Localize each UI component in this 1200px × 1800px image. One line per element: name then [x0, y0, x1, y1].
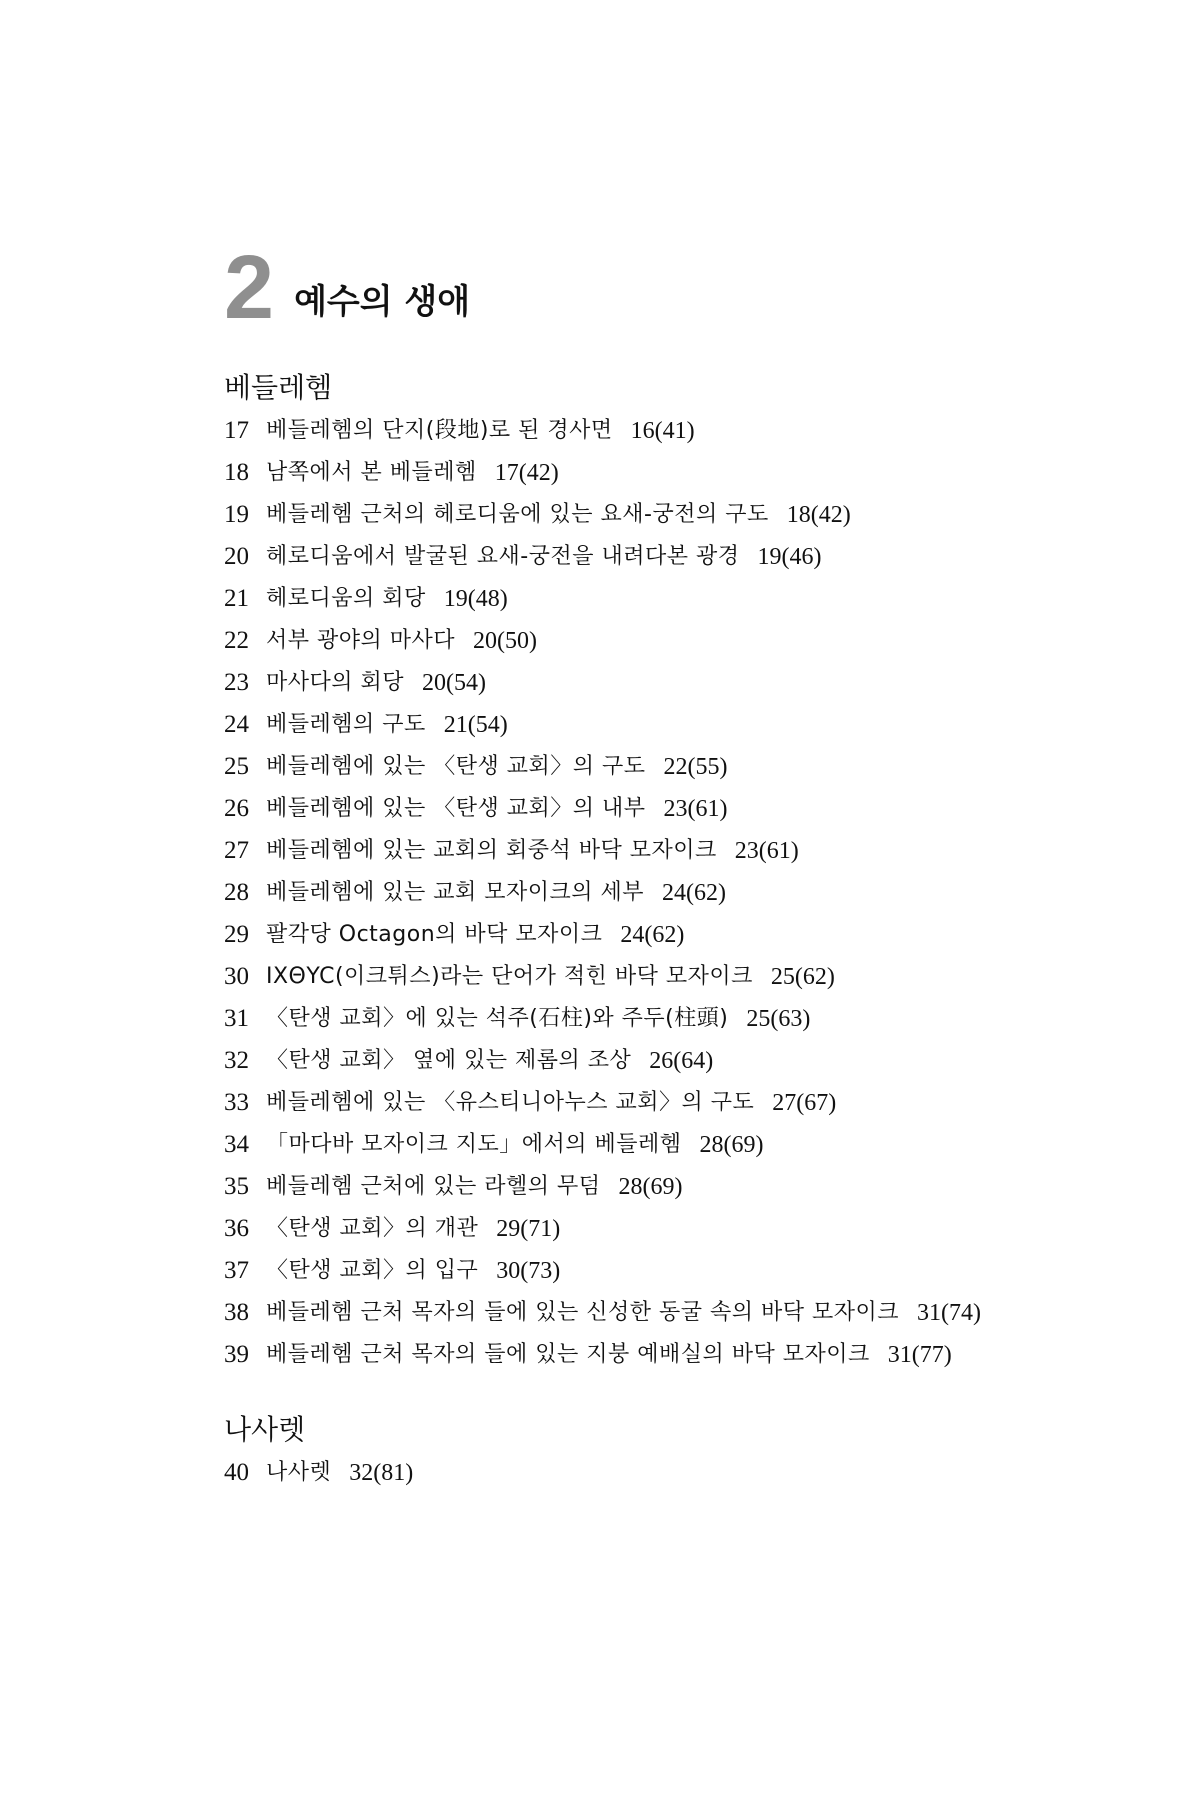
list-item [224, 788, 981, 830]
entry-page-ref: 32(81) [349, 1460, 414, 1486]
entry-page-ref: 22(55) [663, 754, 728, 780]
list-item [224, 536, 981, 578]
entry-page-ref: 19(46) [757, 544, 822, 570]
entry-page-ref: 19(48) [443, 586, 508, 612]
entry-number: 23 [224, 669, 249, 696]
entry-number: 25 [224, 753, 249, 780]
entry-number: 26 [224, 795, 249, 822]
section-bethlehem [224, 368, 981, 1376]
entry-page-ref: 28(69) [618, 1174, 683, 1200]
chapter-number: 2 [224, 238, 273, 338]
entry-title: 남쪽에서 본 베들레헴 [266, 460, 477, 485]
entry-page-ref: 31(74) [917, 1300, 981, 1326]
entry-page-ref: 25(63) [746, 1006, 811, 1032]
entry-number: 18 [224, 459, 249, 486]
entry-page-ref: 29(71) [496, 1216, 561, 1242]
entry-page-ref: 24(62) [620, 922, 685, 948]
entry-number: 32 [224, 1047, 249, 1074]
entry-page-ref: 21(54) [443, 712, 508, 738]
entry-page-ref: 30(73) [496, 1258, 561, 1284]
entry-page-ref: 20(54) [422, 670, 486, 696]
list-item [224, 1250, 981, 1292]
entry-number: 22 [224, 627, 249, 654]
list-item [224, 1166, 981, 1208]
list-item [224, 746, 981, 788]
list-item [224, 1208, 981, 1250]
entry-page-ref: 31(77) [887, 1342, 952, 1368]
entry-number: 35 [224, 1173, 249, 1200]
entry-page-ref: 25(62) [770, 964, 835, 990]
entry-title: 헤로디움의 회당 [266, 586, 426, 611]
entry-title: 「마다바 모자이크 지도」에서의 베들레헴 [266, 1132, 682, 1157]
entry-number: 40 [224, 1459, 249, 1486]
entry-title: 헤로디움에서 발굴된 요새-궁전을 내려다본 광경 [266, 544, 740, 569]
list-item [224, 956, 981, 998]
list-item [224, 452, 981, 494]
entry-number: 24 [224, 711, 249, 738]
entry-list [224, 1452, 413, 1494]
entry-title: 서부 광야의 마사다 [266, 628, 456, 653]
list-item [224, 410, 981, 452]
entry-title: 베들레헴 근처 목자의 들에 있는 지붕 예배실의 바닥 모자이크 [266, 1342, 870, 1367]
entry-number: 30 [224, 963, 249, 990]
entry-title: 마사다의 회당 [266, 670, 405, 695]
section-nazareth [224, 1410, 413, 1494]
entry-number: 34 [224, 1131, 249, 1158]
list-item [224, 662, 981, 704]
list-item [224, 998, 981, 1040]
entry-number: 38 [224, 1299, 249, 1326]
entry-title: IXΘYC(이크튀스)라는 단어가 적힌 바닥 모자이크 [266, 964, 753, 989]
entry-page-ref: 18(42) [786, 502, 851, 528]
entry-title: 팔각당 Octagon의 바닥 모자이크 [266, 922, 603, 947]
list-item [224, 1292, 981, 1334]
section-title: 나사렛 [224, 1413, 306, 1446]
list-item [224, 1040, 981, 1082]
entry-page-ref: 27(67) [772, 1090, 837, 1116]
entry-number: 39 [224, 1341, 249, 1368]
entry-title: 베들레헴의 단지(段地)로 된 경사면 [266, 418, 613, 443]
list-item [224, 620, 981, 662]
entry-page-ref: 24(62) [662, 880, 726, 906]
entry-title: 〈탄생 교회〉에 있는 석주(石柱)와 주두(柱頭) [266, 1006, 729, 1031]
section-title: 베들레헴 [224, 371, 333, 404]
entry-title: 〈탄생 교회〉의 입구 [266, 1258, 479, 1283]
entry-number: 37 [224, 1257, 249, 1284]
list-item [224, 1082, 981, 1124]
entry-page-ref: 16(41) [630, 418, 695, 444]
entry-title: 베들레헴 근처 목자의 들에 있는 신성한 동굴 속의 바닥 모자이크 [266, 1300, 899, 1325]
chapter-title: 예수의 생애 [294, 282, 471, 322]
entry-title: 〈탄생 교회〉의 개관 [266, 1216, 479, 1241]
entry-page-ref: 23(61) [734, 838, 799, 864]
entry-page-ref: 23(61) [663, 796, 728, 822]
entry-number: 28 [224, 879, 249, 906]
entry-title: 베들레헴 근처에 있는 라헬의 무덤 [266, 1174, 601, 1199]
list-item [224, 494, 981, 536]
entry-number: 20 [224, 543, 249, 570]
entry-page-ref: 17(42) [494, 460, 559, 486]
entry-page-ref: 26(64) [649, 1048, 714, 1074]
entry-number: 21 [224, 585, 249, 612]
entry-page-ref: 28(69) [699, 1132, 764, 1158]
list-item [224, 830, 981, 872]
list-item [224, 1124, 981, 1166]
entry-title: 베들레헴에 있는 〈유스티니아누스 교회〉의 구도 [266, 1090, 755, 1115]
entry-number: 27 [224, 837, 249, 864]
entry-title: 나사렛 [266, 1460, 332, 1485]
entry-number: 19 [224, 501, 249, 528]
entry-number: 36 [224, 1215, 249, 1242]
entry-title: 베들레헴에 있는 교회의 회중석 바닥 모자이크 [266, 838, 717, 863]
entry-title: 베들레헴에 있는 〈탄생 교회〉의 내부 [266, 796, 646, 821]
entry-number: 33 [224, 1089, 249, 1116]
entry-title: 베들레헴 근처의 헤로디움에 있는 요새-궁전의 구도 [266, 502, 769, 527]
list-item [224, 578, 981, 620]
entry-title: 베들레헴에 있는 〈탄생 교회〉의 구도 [266, 754, 646, 779]
list-item [224, 914, 981, 956]
chapter-heading [224, 238, 471, 338]
entry-list [224, 410, 981, 1376]
entry-title: 베들레헴에 있는 교회 모자이크의 세부 [266, 880, 645, 905]
list-item [224, 1334, 981, 1376]
entry-title: 〈탄생 교회〉 옆에 있는 제롬의 조상 [266, 1048, 632, 1073]
entry-number: 29 [224, 921, 249, 948]
entry-number: 17 [224, 417, 249, 444]
entry-number: 31 [224, 1005, 249, 1032]
list-item [224, 872, 981, 914]
entry-page-ref: 20(50) [473, 628, 537, 654]
list-item [224, 1452, 413, 1494]
entry-title: 베들레헴의 구도 [266, 712, 426, 737]
list-item [224, 704, 981, 746]
